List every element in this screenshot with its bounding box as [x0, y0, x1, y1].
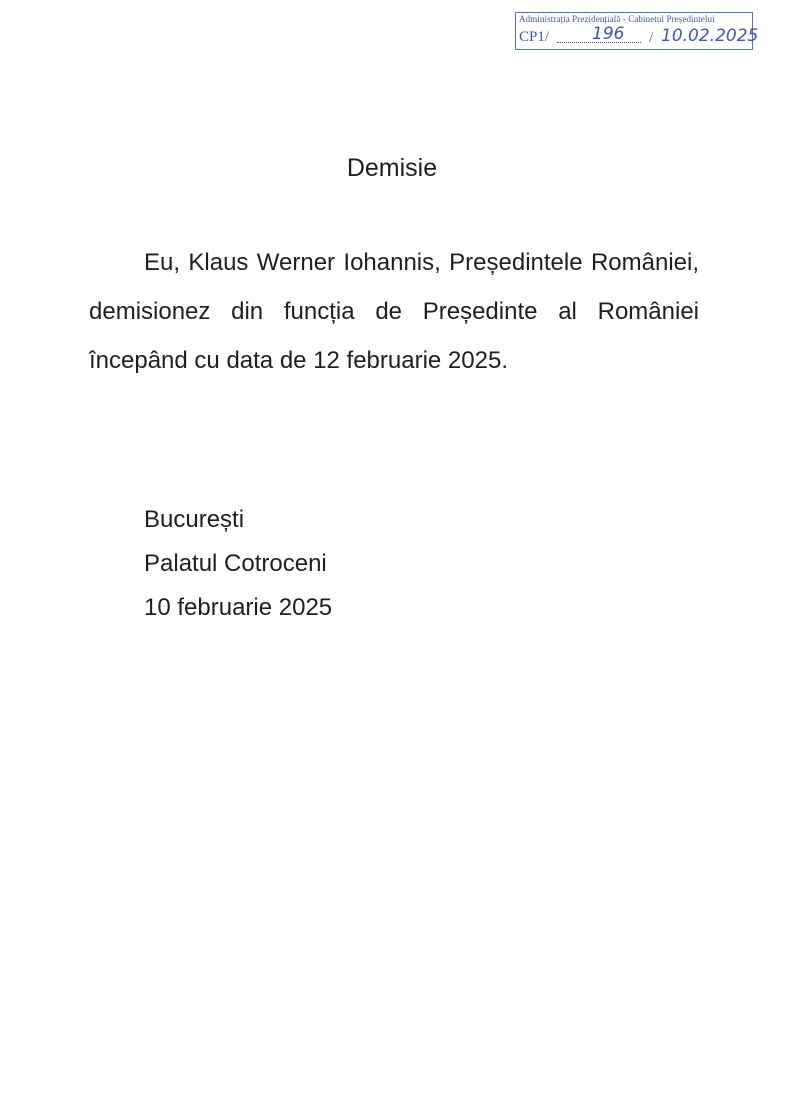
stamp-registration-number: 196 [592, 24, 625, 44]
palace-line: Palatul Cotroceni [144, 550, 327, 577]
registration-stamp [515, 12, 759, 50]
city-line: București [144, 506, 245, 533]
date-line: 10 februarie 2025 [144, 594, 333, 621]
stamp-code: CP1/ [519, 29, 550, 45]
stamp-date: 10.02.2025 [661, 26, 759, 46]
stamp-row [519, 24, 759, 49]
resignation-paragraph: Eu, Klaus Werner Iohannis, Președintele României, demisionez din funcția de Președinte al României începând cu data de 12 februarie 2025. [89, 249, 699, 374]
place-and-date-block [144, 498, 332, 630]
document-title: Demisie [346, 154, 438, 182]
stamp-separator: / [649, 30, 654, 46]
stamp-header: Administrația Prezidențială - Cabinetul Președintelui [519, 14, 715, 24]
